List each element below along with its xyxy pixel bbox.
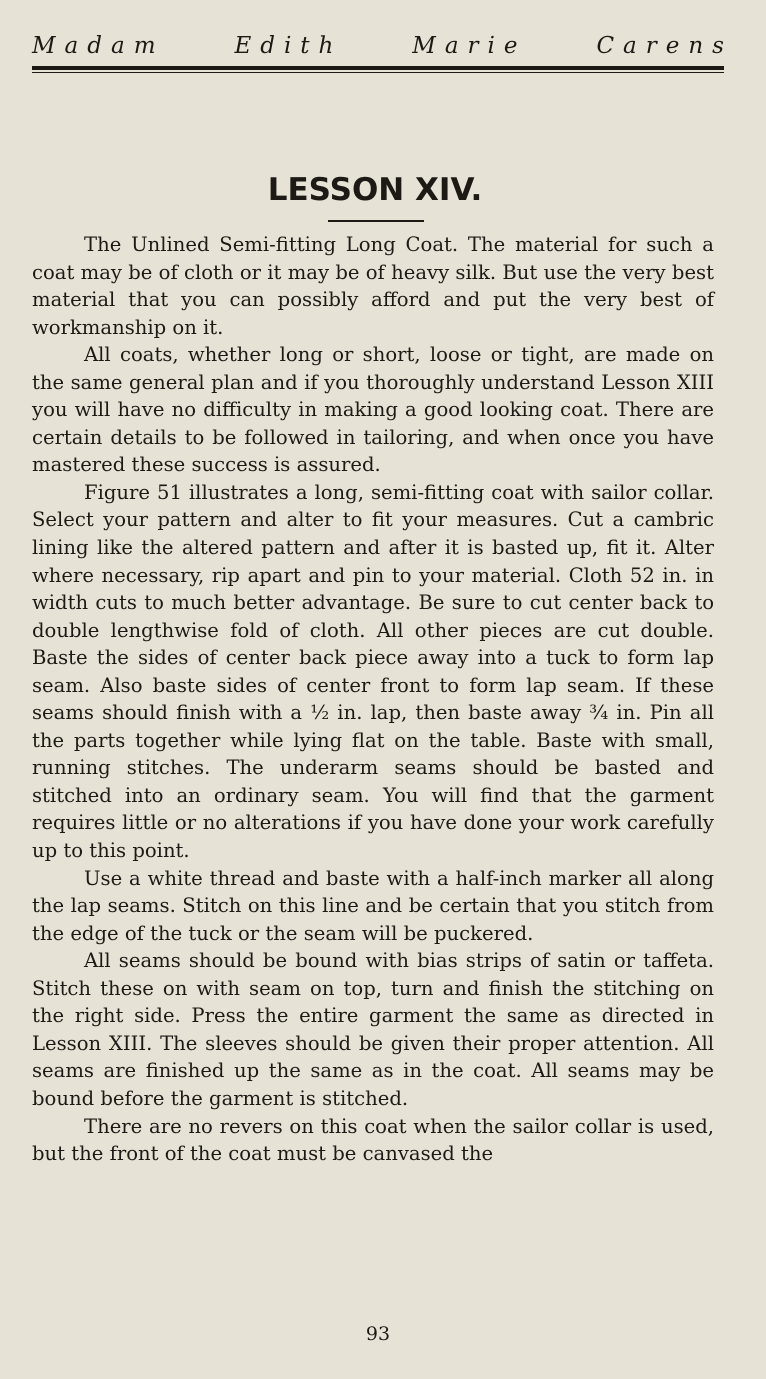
header-word: Edith [234,33,343,59]
paragraph: All coats, whether long or short, loose or tight, are made on the same general plan and if you thoroughly understand Lesson XIII you will have no difficulty in making a good looking coat. There are certain details to be followed in tailoring, and when once you have mastered these success is assured. [32,343,714,477]
lesson-title: LESSON XIV. [267,172,483,208]
header-word: Madam [32,33,165,59]
header-rule-thick [32,66,724,70]
body-text [32,231,714,1168]
paragraph: Use a white thread and baste with a half-inch marker all along the lap seams. Stitch on this line and be certain that you stitch from the edge of the tuck or the seam will be puckered. [32,866,714,945]
page-number: 93 [365,1323,391,1345]
title-underline [328,220,424,222]
paragraph: All seams should be bound with bias strips of satin or taffeta. Stitch these on with seam on top, turn and finish the stitching on the right side. Press the entire garment the same as directed in Lesson XIII. The sleeves should be given their proper attention. All seams are finished up the same as in the coat. All seams may be bound before the garment is stitched. [32,949,714,1110]
header-word: Carens [596,33,733,59]
running-header [32,30,733,62]
header-rule-thin [32,72,724,73]
header-word: Marie [412,33,527,59]
paragraph: The Unlined Semi-fitting Long Coat. The material for such a coat may be of cloth or it may be of heavy silk. But use the very best material that you can possibly afford and put the very best of workmanship on it. [32,233,714,339]
paragraph: There are no revers on this coat when the sailor collar is used, but the front of the coat must be canvased the [32,1114,714,1166]
paragraph: Figure 51 illustrates a long, semi-fitting coat with sailor collar. Select your pattern and alter to fit your measures. Cut a cambric lining like the altered pattern and after it is basted up, fit it. Alter where necessary, rip apart and pin to your material. Cloth 52 in. in width cuts to much better advantage. Be sure to cut center back to double lengthwise fold of cloth. All other pieces are cut double. Baste the sides of center back piece away into a tuck to form lap seam. Also baste sides of center front to form lap seam. If these seams should finish with a ½ in. lap, then baste away ¾ in. Pin all the parts together while lying flat on the table. Baste with small, running stitches. The underarm seams should be basted and stitched into an ordinary seam. You will find that the garment requires little or no alterations if you have done your work carefully up to this point. [32,480,714,863]
